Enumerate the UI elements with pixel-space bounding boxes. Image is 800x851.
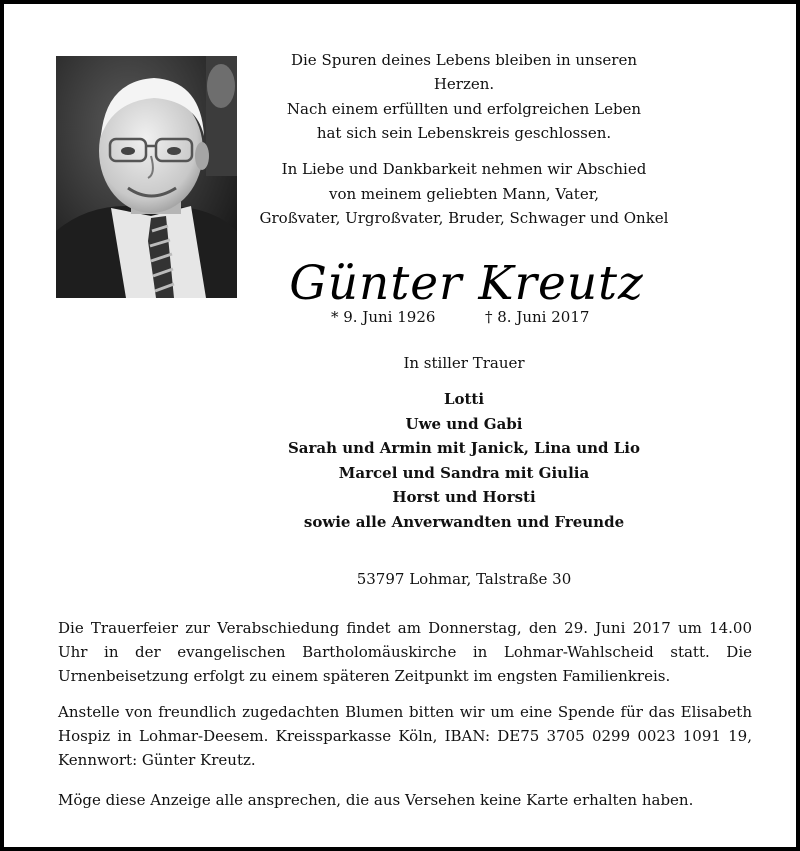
death-date: † 8. Juni 2017 xyxy=(485,308,590,326)
donation-paragraph: Anstelle von freundlich zugedachten Blumen bitten wir um eine Spende für das Elisabeth Hospiz in Lohmar-Deesem. Kreissparkasse Köln, IBAN: DE75 3705 0299 0023 1091 19, Kennwort: Günter Kreutz. xyxy=(58,703,752,769)
header-line-4: von meinem geliebten Mann, Vater, xyxy=(329,185,599,203)
family-list xyxy=(204,387,724,534)
family-member: Marcel und Sandra mit Giulia xyxy=(338,463,590,482)
address: 53797 Lohmar, Talstraße 30 xyxy=(356,570,572,588)
family-member: Horst und Horsti xyxy=(392,488,536,506)
mourning-label: In stiller Trauer xyxy=(403,354,525,372)
family-member: Sarah und Armin mit Janick, Lina und Lio xyxy=(287,439,641,457)
birth-date: * 9. Juni 1926 xyxy=(331,308,436,326)
header-line-1: Nach einem erfüllten und erfolgreichen Leben xyxy=(286,100,642,118)
family-member: Lotti xyxy=(443,390,485,408)
deceased-name: Günter Kreutz xyxy=(289,256,644,311)
funeral-info-paragraph: Die Trauerfeier zur Verabschiedung findet am Donnerstag, den 29. Juni 2017 um 14.00 Uhr in der evangelischen Bartholomäuskirche in Lohmar-Wahlscheid statt. Die Urnenbeisetzung erfolgt zu einem späteren Zeitpunkt im engsten Familienkreis. xyxy=(58,619,752,685)
family-member: sowie alle Anverwandten und Freunde xyxy=(303,512,625,531)
header-line-5: Großvater, Urgroßvater, Bruder, Schwager und Onkel xyxy=(259,209,669,227)
closing-paragraph: Möge diese Anzeige alle ansprechen, die aus Versehen keine Karte erhalten haben. xyxy=(58,791,694,809)
header-line-2: hat sich sein Lebenskreis geschlossen. xyxy=(316,124,612,142)
header-line-3: In Liebe und Dankbarkeit nehmen wir Abschied xyxy=(281,160,647,178)
family-member: Uwe und Gabi xyxy=(405,414,523,433)
motto-line: Die Spuren deines Lebens bleiben in unseren Herzen. xyxy=(290,51,638,93)
portrait-photo xyxy=(56,56,237,298)
